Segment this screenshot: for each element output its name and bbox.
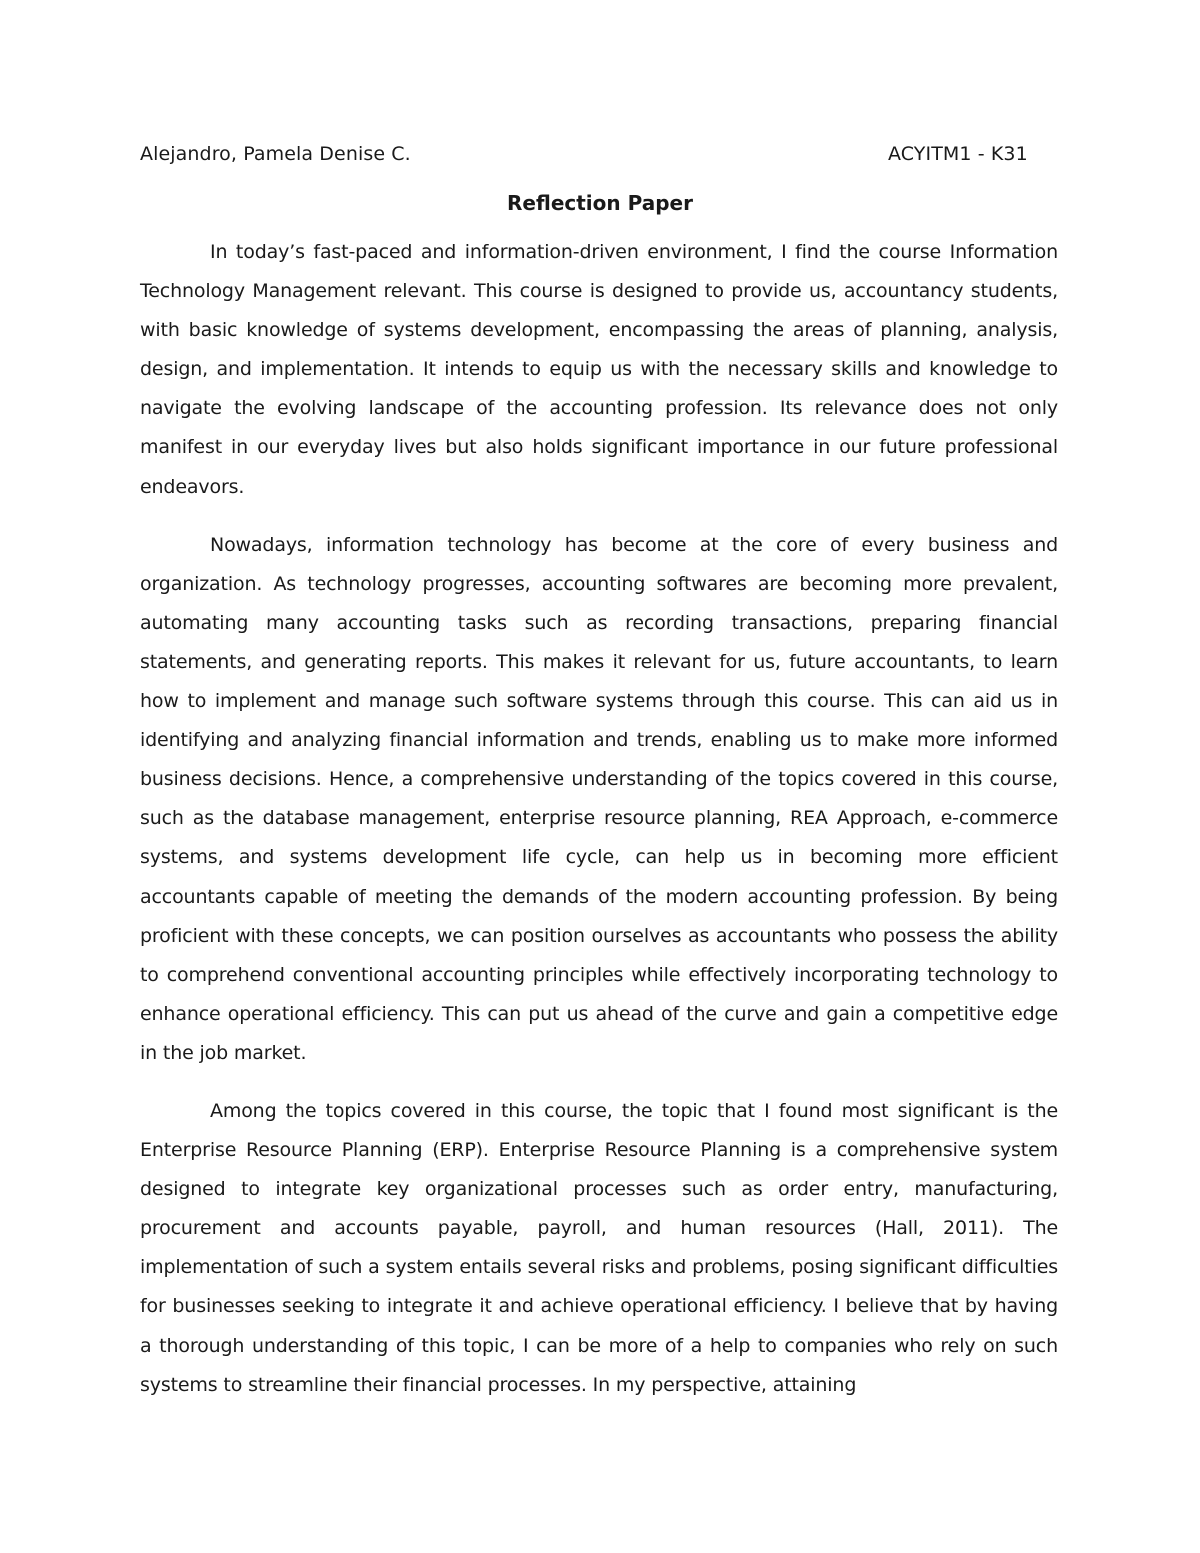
paragraph-3: Among the topics covered in this course, the topic that I found most significant is the Enterprise Resource Planning (ERP). Enterprise Resource Planning is a comprehensive system designed to integrate key organizational processes such as order entry, manufacturing, procurement and accounts payable, payroll, and human resources (Hall, 2011). The implementation of such a system entails several risks and problems, posing significant difficulties for businesses seeking to integrate it and achieve operational efficiency. I believe that by having a thorough understanding of this topic, I can be more of a help to companies who rely on such systems to streamline their financial processes. In my perspective, attaining (140, 1099, 1058, 1396)
course-code: ACYITM1 - K31 (888, 143, 1028, 165)
body-text (140, 233, 1058, 1405)
paragraph-1: In today’s fast-paced and information-driven environment, I find the course Information Technology Management relevant. This course is designed to provide us, accountancy students, with basic knowledge of systems development, encompassing the areas of planning, analysis, design, and implementation. It intends to equip us with the necessary skills and knowledge to navigate the evolving landscape of the accounting profession. Its relevance does not only manifest in our everyday lives but also holds significant importance in our future professional endeavors. (140, 241, 1058, 498)
author-name: Alejandro, Pamela Denise C. (140, 143, 411, 165)
page-title: Reflection Paper (507, 191, 693, 215)
header-line (140, 143, 1060, 171)
paragraph-2: Nowadays, information technology has become at the core of every business and organization. As technology progresses, accounting softwares are becoming more prevalent, automating many accounting tasks such as recording transactions, preparing financial statements, and generating reports. This makes it relevant for us, future accountants, to learn how to implement and manage such software systems through this course. This can aid us in identifying and analyzing financial information and trends, enabling us to make more informed business decisions. Hence, a comprehensive understanding of the topics covered in this course, such as the database management, enterprise resource planning, REA Approach, e-commerce systems, and systems development life cycle, can help us in becoming more efficient accountants capable of meeting the demands of the modern accounting profession. By being proficient with these concepts, we can position ourselves as accountants who possess the ability to comprehend conventional accounting principles while effectively incorporating technology to enhance operational efficiency. This can put us ahead of the curve and gain a competitive edge in the job market. (140, 533, 1058, 1064)
